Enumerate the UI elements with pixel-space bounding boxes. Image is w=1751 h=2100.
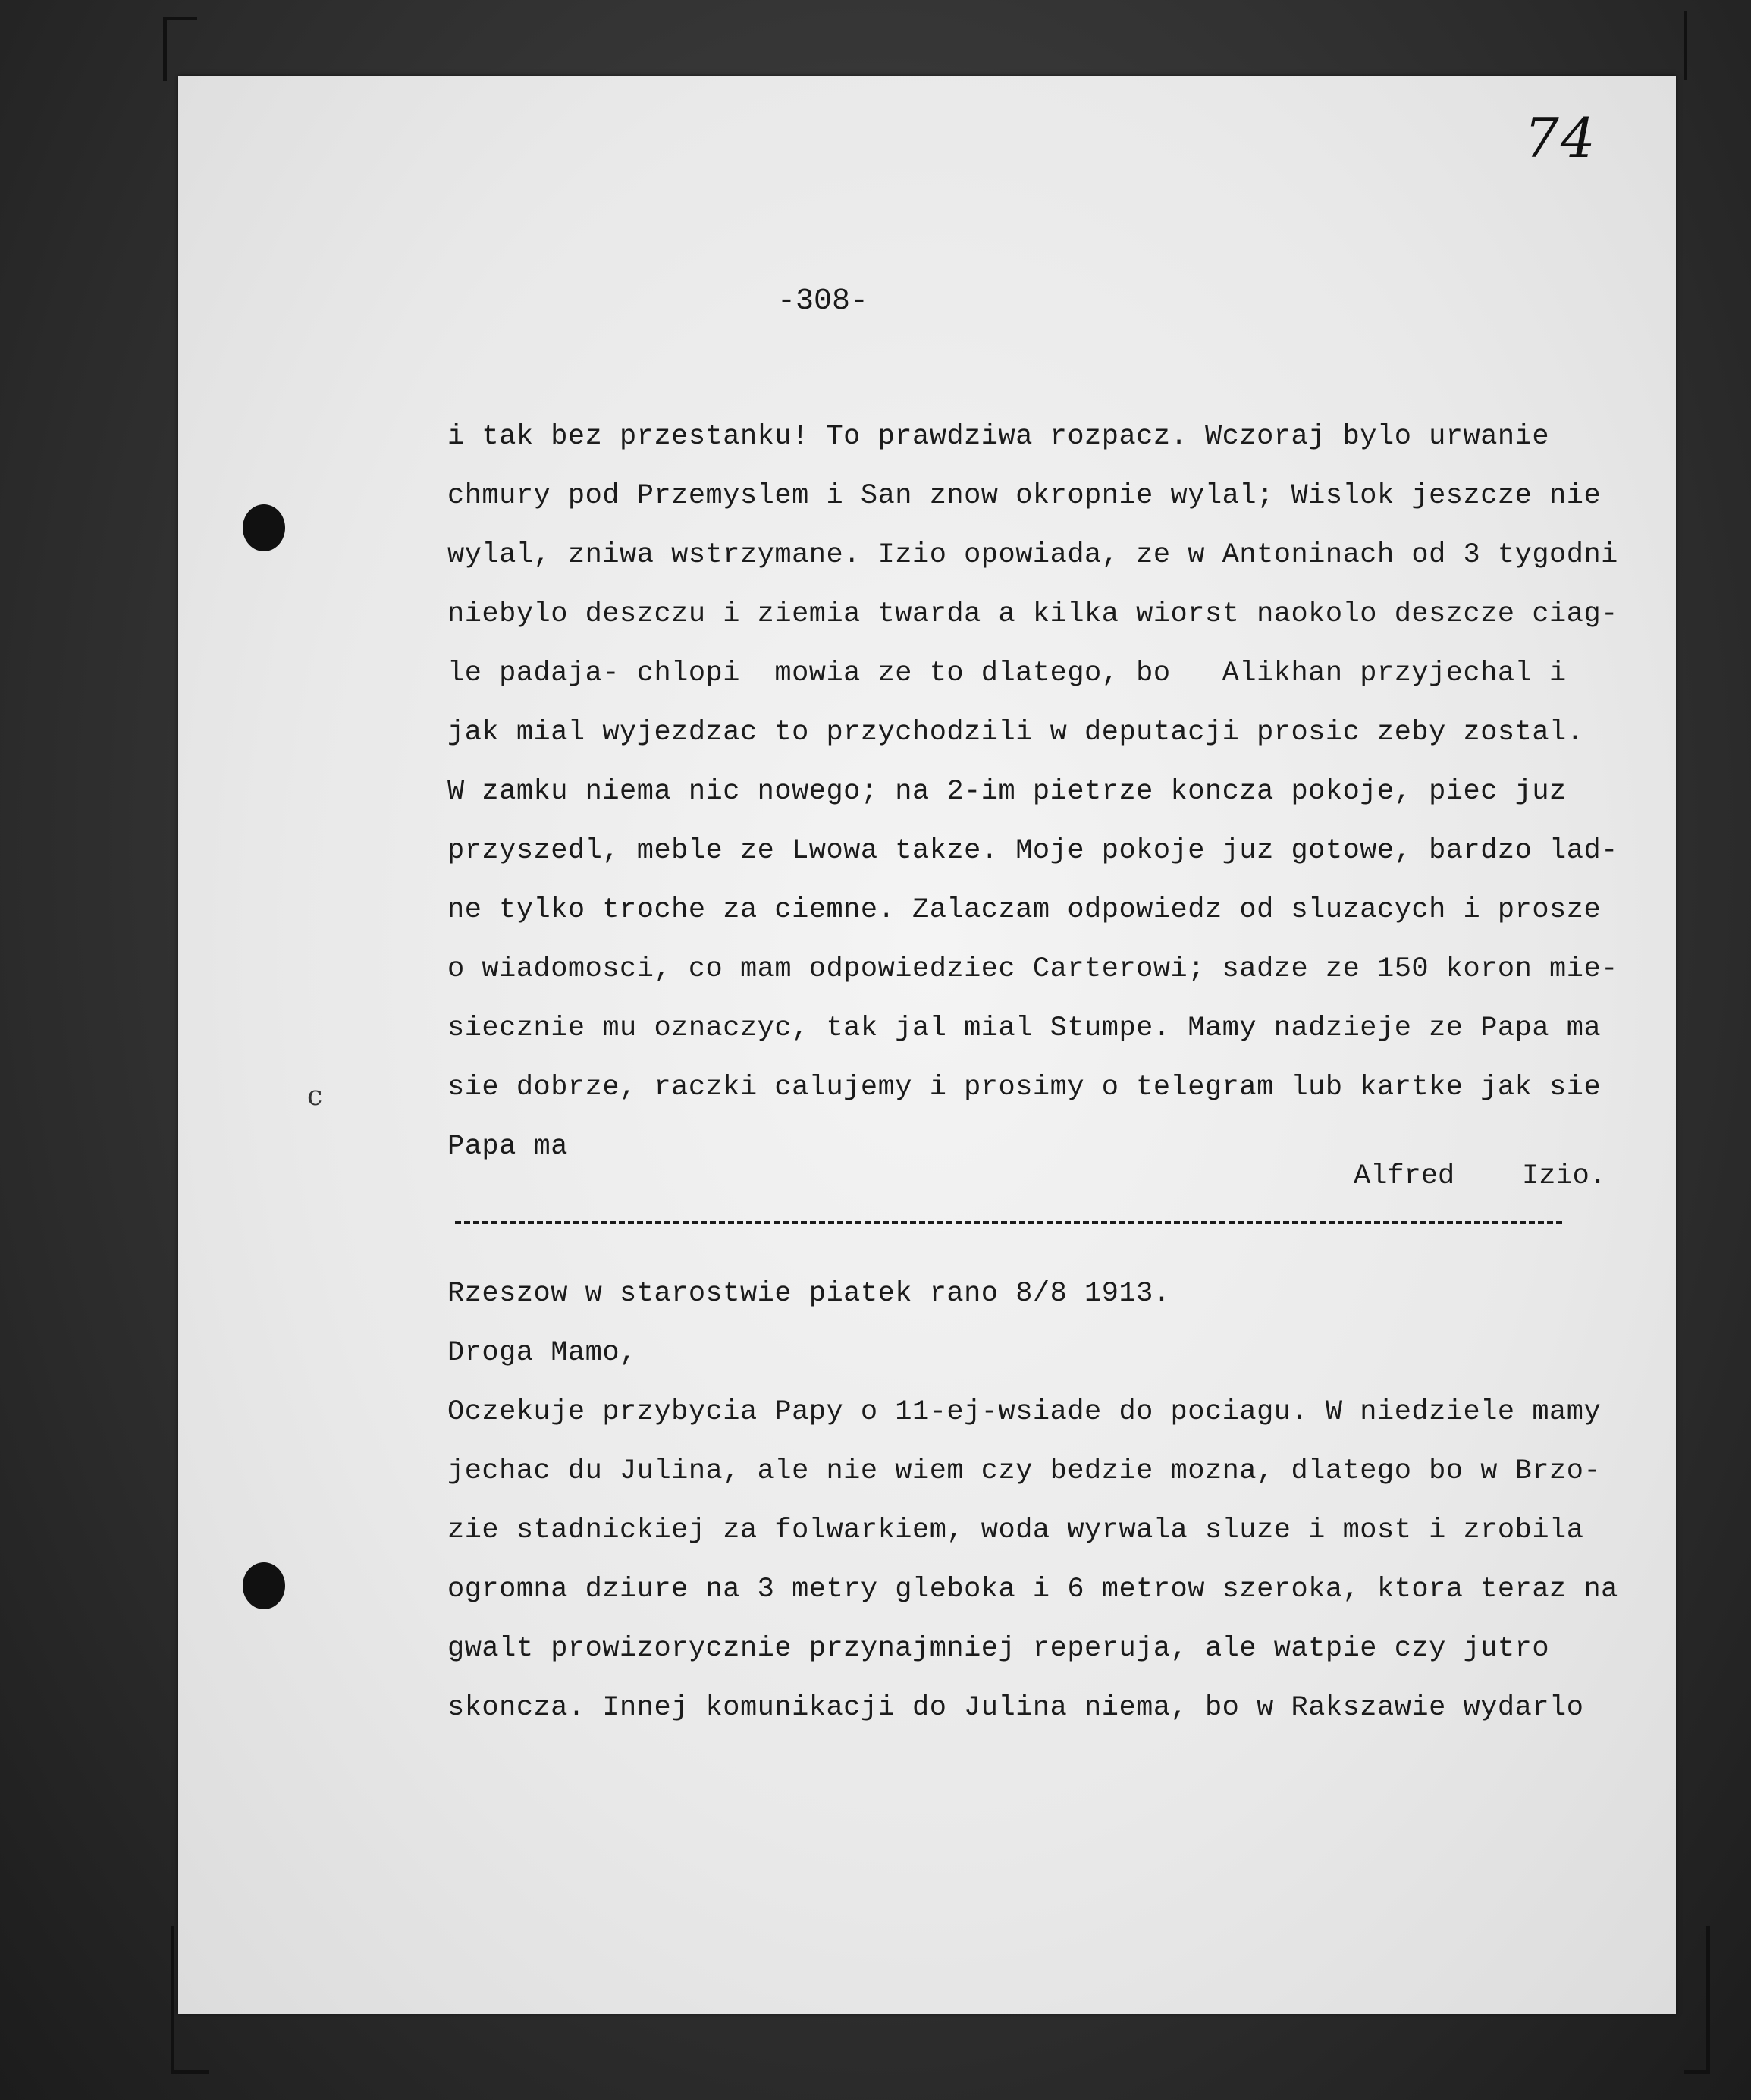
letter2-line: skoncza. Innej komunikacji do Julina niema, bo w Rakszawie wydarlo — [447, 1692, 1584, 1724]
letter2-line: gwalt prowizorycznie przynajmniej reperuja, ale watpie czy jutro — [447, 1633, 1550, 1665]
letter1-line: przyszedl, meble ze Lwowa takze. Moje pokoje juz gotowe, bardzo lad- — [447, 835, 1618, 867]
letter1-line: Papa ma — [447, 1131, 568, 1163]
letter2-line: zie stadnickiej za folwarkiem, woda wyrwala sluze i most i zrobila — [447, 1515, 1584, 1546]
letter1-line: W zamku niema nic nowego; na 2-im pietrze koncza pokoje, piec juz — [447, 776, 1567, 808]
letter2-line: Oczekuje przybycia Papy o 11-ej-wsiade do pociagu. W niedziele mamy — [447, 1396, 1602, 1428]
letter2-line: jechac du Julina, ale nie wiem czy bedzie mozna, dlatego bo w Brzo- — [447, 1455, 1602, 1487]
document-page — [178, 76, 1676, 2014]
letter1-line: ne tylko troche za ciemne. Zalaczam odpowiedz od sluzacych i prosze — [447, 894, 1602, 926]
folio-number: 74 — [1524, 106, 1597, 170]
letter-separator — [455, 1221, 1562, 1224]
letter2-dateline: Rzeszow w starostwie piatek rano 8/8 1913. — [447, 1278, 1171, 1310]
letter1-line: jak mial wyjezdzac to przychodzili w deputacji prosic zeby zostal. — [447, 717, 1584, 749]
margin-mark: c — [307, 1081, 323, 1112]
crop-mark-top-left — [163, 17, 197, 81]
letter1-line: sie dobrze, raczki calujemy i prosimy o telegram lub kartke jak sie — [447, 1072, 1602, 1103]
letter1-line: o wiadomosci, co mam odpowiedziec Carterowi; sadze ze 150 koron mie- — [447, 953, 1618, 985]
letter2-salutation: Droga Mamo, — [447, 1337, 637, 1369]
page-number: -308- — [777, 284, 869, 319]
punch-hole-bottom — [243, 1562, 285, 1609]
letter1-signature: Alfred Izio. — [1354, 1160, 1607, 1192]
letter1-line: siecznie mu oznaczyc, tak jal mial Stumpe. Mamy nadzieje ze Papa ma — [447, 1012, 1602, 1044]
punch-hole-top — [243, 504, 285, 551]
letter1-line: chmury pod Przemyslem i San znow okropnie wylal; Wislok jeszcze nie — [447, 480, 1602, 512]
letter1-line: niebylo deszczu i ziemia twarda a kilka wiorst naokolo deszcze ciag- — [447, 598, 1618, 630]
letter1-line: wylal, zniwa wstrzymane. Izio opowiada, ze w Antoninach od 3 tygodni — [447, 539, 1618, 571]
crop-mark-top-right — [1668, 11, 1687, 80]
letter1-line: i tak bez przestanku! To prawdziwa rozpacz. Wczoraj bylo urwanie — [447, 421, 1550, 453]
letter2-line: ogromna dziure na 3 metry gleboka i 6 metrow szeroka, ktora teraz na — [447, 1574, 1618, 1606]
crop-mark-bottom-right — [1684, 1926, 1710, 2074]
letter1-line: le padaja- chlopi mowia ze to dlatego, bo Alikhan przyjechal i — [447, 658, 1567, 689]
